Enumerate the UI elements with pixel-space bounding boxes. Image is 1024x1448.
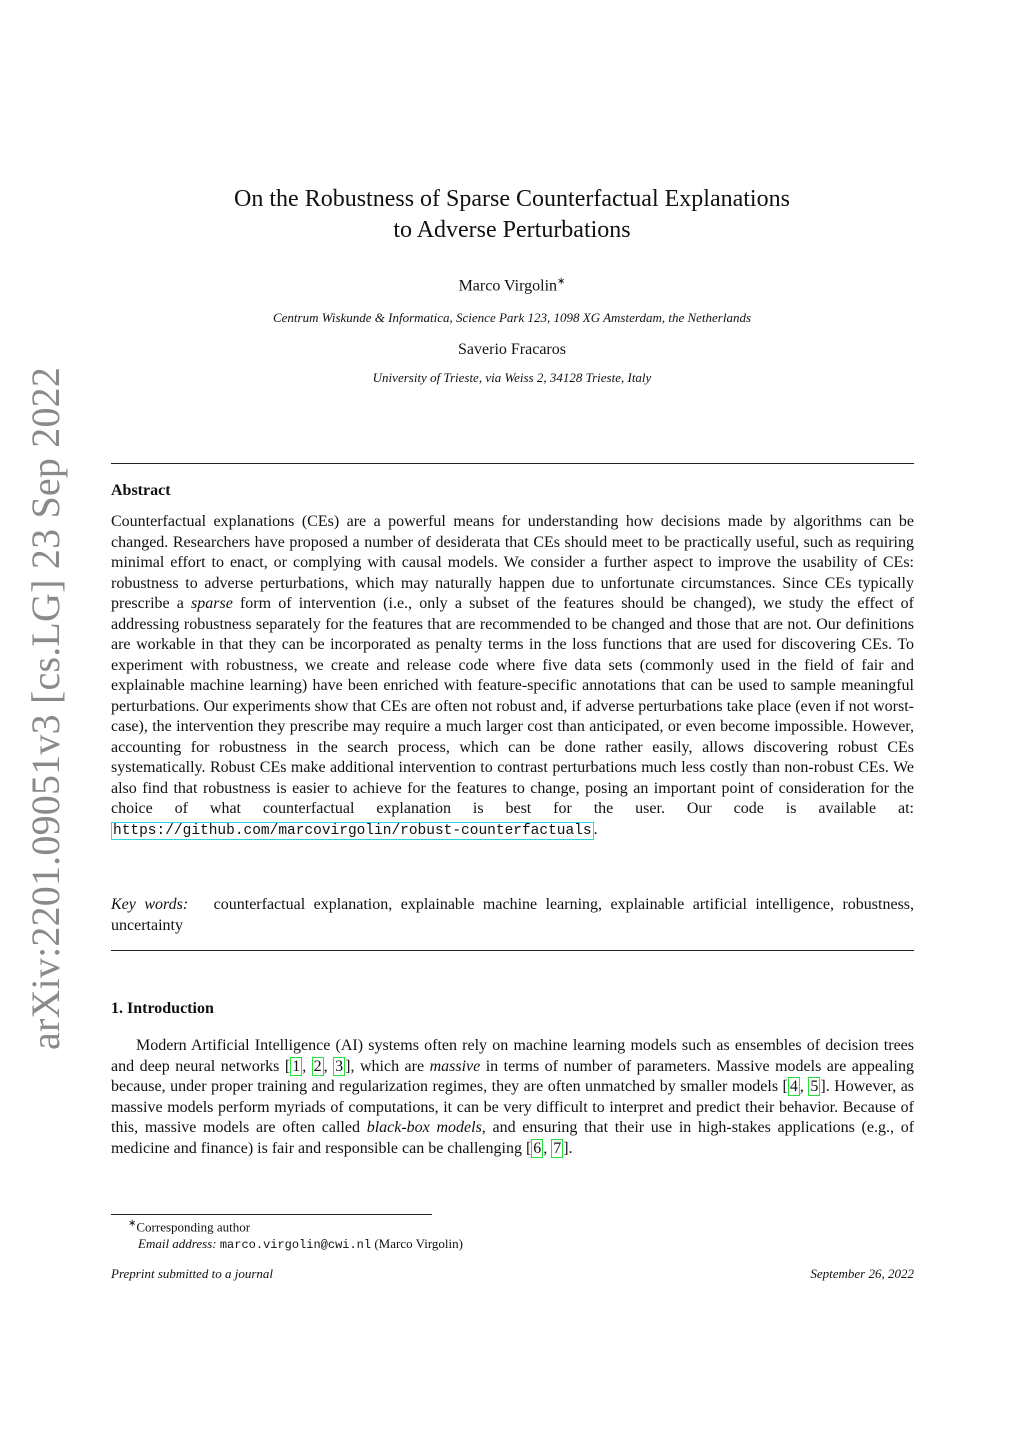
intro-emph-blackbox: black-box models xyxy=(366,1119,482,1136)
citation-3[interactable]: 3 xyxy=(335,1057,344,1075)
author-1-name: Marco Virgolin xyxy=(458,277,558,295)
keywords-label: Key words: xyxy=(111,896,189,913)
citation-7[interactable]: 7 xyxy=(553,1139,562,1157)
footnote-email-address[interactable]: marco.virgolin@cwi.nl xyxy=(219,1238,372,1252)
intro-text-2: ], which are xyxy=(345,1057,430,1075)
keywords xyxy=(111,895,914,936)
abstract-text-2: form of intervention (i.e., only a subset of the features should be changed), we study the effect of addressing robustness separately for the features that are recommended to be changed and those that are not. Our definitions are workable in that they can be incorporated as penalty terms in the loss functions that are used for discovering CEs. To experiment with robustness, we create and release code where five data sets (commonly used in the field of fair and explainable machine learning) have been enriched with feature-specific annotations that can be used to sample meaningful perturbations. Our experiments show that CEs are often not robust and, if adverse perturbations take place (even if not worst-case), the intervention they prescribe may require a much larger cost than anticipated, or even become impossible. However, accounting for robustness in the search process, which can be done rather easily, allows discovering robust CEs systematically. Robust CEs make additional intervention to contrast perturbations much less costly than non-robust CEs. We also find that robustness is easier to achieve for the features to change, posing an important point of consideration for the choice of what counterfactual explanation is best for the user. Our code is available at: xyxy=(111,595,914,817)
intro-text-3: in terms of number of parameters. Massive models are appealing because, under proper training and regularization regimes, they are often unmatched by smaller models [ xyxy=(111,1057,914,1095)
arxiv-identifier-stamp: arXiv:2201.09051v3 [cs.LG] 23 Sep 2022 xyxy=(23,366,68,1050)
footnote-rule xyxy=(111,1214,432,1215)
abstract-emph-sparse: sparse xyxy=(191,595,233,612)
footnote-email-suffix: (Marco Virgolin) xyxy=(371,1236,463,1251)
citation-6[interactable]: 6 xyxy=(533,1139,542,1157)
footnote-text: Corresponding author xyxy=(136,1219,251,1235)
code-repository-link[interactable]: https://github.com/marcovirgolin/robust-counterfactuals xyxy=(113,822,592,839)
intro-emph-massive: massive xyxy=(429,1057,481,1075)
abstract-body xyxy=(111,512,914,841)
abstract-end: . xyxy=(593,820,598,838)
intro-text-6: ]. xyxy=(563,1139,573,1157)
title-line-2: to Adverse Perturbations xyxy=(393,217,631,243)
intro-text-5: , and ensuring that their use in high-stakes applications (e.g., of medicine and finance) is fair and responsible can be challenging [ xyxy=(111,1119,915,1157)
introduction-paragraph xyxy=(111,1036,914,1159)
paper-title xyxy=(0,184,1024,246)
author-1-affiliation: Centrum Wiskunde & Informatica, Science Park 123, 1098 XG Amsterdam, the Netherlands xyxy=(272,310,752,325)
citation-2[interactable]: 2 xyxy=(313,1057,322,1075)
footnote-email-label: Email address: xyxy=(138,1236,217,1251)
author-2-affiliation: University of Trieste, via Weiss 2, 34128 Trieste, Italy xyxy=(372,370,652,385)
author-2-name: Saverio Fracaros xyxy=(458,341,566,358)
abstract-heading: Abstract xyxy=(111,482,171,499)
intro-sep-3: , xyxy=(799,1078,809,1095)
citation-5[interactable]: 5 xyxy=(810,1078,819,1095)
abstract-top-rule xyxy=(111,463,914,464)
citation-4[interactable]: 4 xyxy=(789,1078,798,1095)
intro-sep-2: , xyxy=(323,1057,334,1075)
section-heading-introduction: 1. Introduction xyxy=(111,1000,214,1017)
footnote-mark: ∗ xyxy=(128,1218,137,1229)
abstract-text-1: Counterfactual explanations (CEs) are a powerful means for understanding how decisions made by algorithms can be changed. Researchers have proposed a number of desiderata that CEs should meet to be practically useful, such as requiring minimal effort to enact, or complying with causal models. We consider a further aspect to improve the usability of CEs: robustness to adverse perturbations, which may naturally happen due to unfortunate circumstances. Since CEs typically prescribe a xyxy=(111,513,914,612)
keywords-text: counterfactual explanation, explainable machine learning, explainable artificial intelligence, robustness, uncertainty xyxy=(111,896,915,934)
abstract-bottom-rule xyxy=(111,950,914,951)
author-1 xyxy=(0,276,1024,295)
intro-sep-1: , xyxy=(302,1057,312,1075)
footnote-corresponding-author xyxy=(128,1218,250,1235)
author-1-footnote-mark[interactable]: ∗ xyxy=(557,276,566,287)
intro-text-4: ]. However, as massive models perform myriads of computations, it can be very difficult to interpret and predict their behavior. Because of this, massive models are often called xyxy=(111,1078,915,1136)
footer-preprint-note: Preprint submitted to a journal xyxy=(111,1266,274,1281)
title-line-1: On the Robustness of Sparse Counterfactual Explanations xyxy=(234,186,790,212)
author-2 xyxy=(0,341,1024,359)
intro-text-1: Modern Artificial Intelligence (AI) systems often rely on machine learning models such as ensembles of decision trees and deep neural networks [ xyxy=(111,1037,914,1075)
footer-date: September 26, 2022 xyxy=(810,1266,914,1281)
intro-sep-4: , xyxy=(543,1139,552,1157)
citation-1[interactable]: 1 xyxy=(292,1057,301,1075)
footnote-email xyxy=(138,1236,463,1252)
